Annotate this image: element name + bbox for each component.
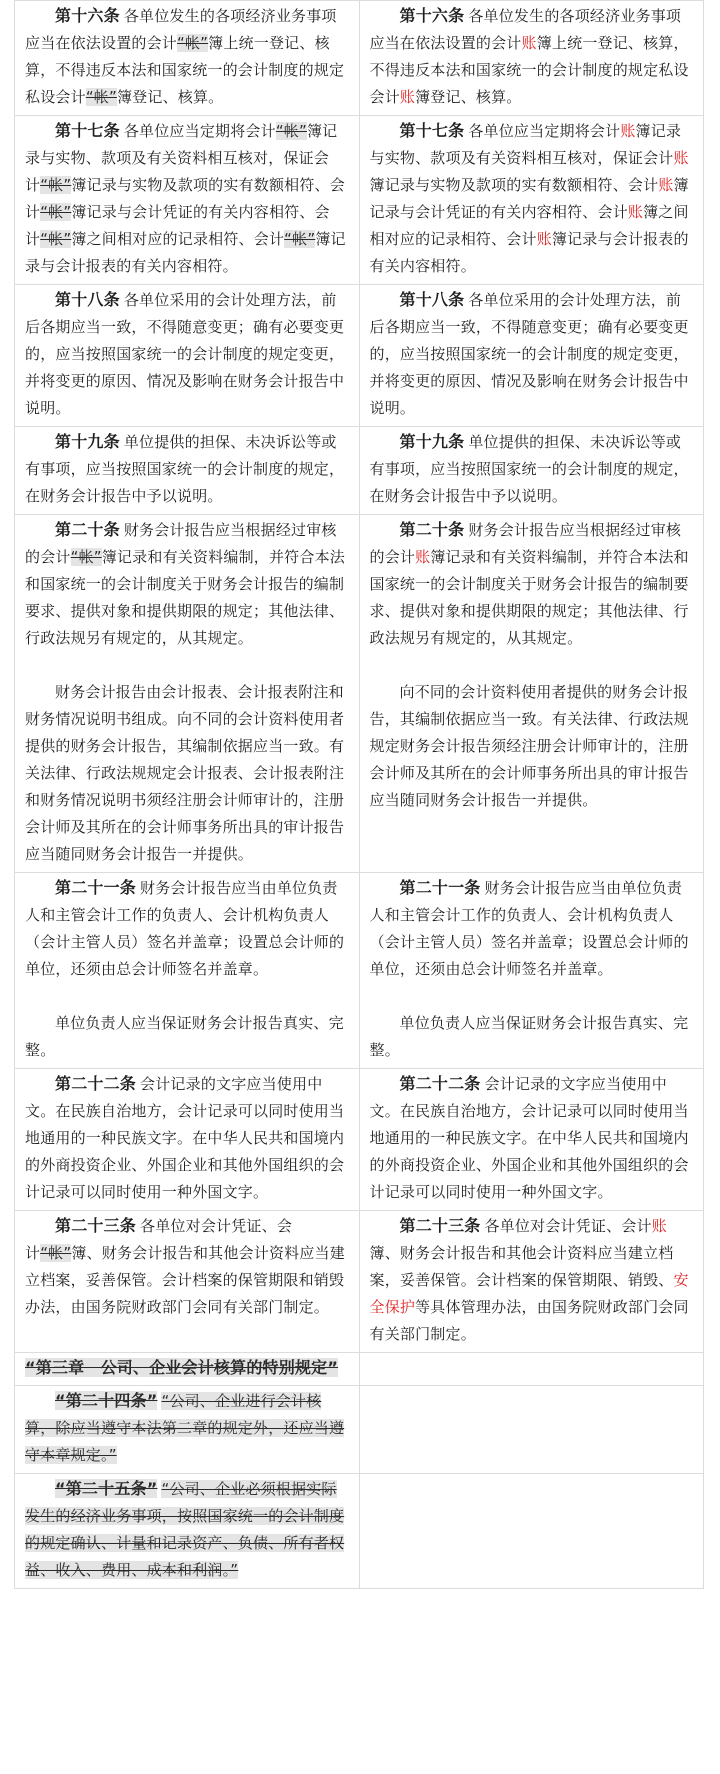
left-cell-old-text [15, 1474, 360, 1589]
inserted-text: 账 [620, 122, 636, 140]
article-number: 第二十一条 [55, 878, 137, 897]
left-cell-old-text: 第十六条 各单位发生的各项经济业务事项应当在依法设置的会计“帐”簿上统一登记、核算，不得违反本法和国家统一的会计制度的规定私设会计“帐”簿登记、核算。 [15, 1, 360, 116]
right-cell-new-text: 第二十一条 财务会计报告应当由单位负责人和主管会计工作的负责人、会计机构负责人（会计主管人员）签名并盖章；设置总会计师的单位，还须由总会计师签名并盖章。 单位负责人应当保证财务会计报告真实、完整。 [359, 873, 704, 1069]
right-cell-new-text: 第二十三条 各单位对会计凭证、会计账簿、财务会计报告和其他会计资料应当建立档案，妥善保管。会计档案的保管期限、销毁、安全保护等具体管理办法，由国务院财政部门会同有关部门制定。 [359, 1211, 704, 1353]
paragraph: 单位负责人应当保证财务会计报告真实、完整。 [369, 1014, 689, 1059]
left-cell-old-text [15, 1353, 360, 1386]
article-number: “第二十四条” [55, 1391, 158, 1410]
comparison-table [14, 0, 704, 1589]
right-cell-empty [359, 1386, 704, 1474]
inserted-text: 账 [651, 1217, 667, 1235]
deleted-text: “公司、企业进行会计核算，除应当遵守本法第二章的规定外，还应当遵守本章规定。” [25, 1392, 345, 1464]
deleted-text: “帐” [85, 88, 117, 106]
right-cell-empty [359, 1353, 704, 1386]
left-cell-old-text: 第二十一条 财务会计报告应当由单位负责人和主管会计工作的负责人、会计机构负责人（会计主管人员）签名并盖章；设置总会计师的单位，还须由总会计师签名并盖章。 单位负责人应当保证财务会计报告真实、完整。 [15, 873, 360, 1069]
table-row [15, 1386, 704, 1474]
paragraph: 向不同的会计资料使用者提供的财务会计报告，其编制依据应当一致。有关法律、行政法规规定财务会计报告须经注册会计师审计的，注册会计师及其所在的会计师事务所出具的审计报告应当随同财务会计报告一并提供。 [369, 683, 689, 809]
article-number: 第十七条 [399, 121, 465, 140]
inserted-text: 账 [658, 176, 674, 194]
right-cell-new-text: 第十七条 各单位应当定期将会计账簿记录与实物、款项及有关资料相互核对，保证会计账簿记录与实物及款项的实有数额相符、会计账簿记录与会计凭证的有关内容相符、会计账簿之间相对应的记录相符、会计账簿记录与会计报表的有关内容相符。 [359, 116, 704, 285]
table-row [15, 1211, 704, 1353]
inserted-text: 安全保护 [369, 1271, 689, 1316]
table-row [15, 285, 704, 427]
right-cell-new-text: 第十六条 各单位发生的各项经济业务事项应当在依法设置的会计账簿上统一登记、核算，不得违反本法和国家统一的会计制度的规定私设会计账簿登记、核算。 [359, 1, 704, 116]
table-row [15, 873, 704, 1069]
left-cell-old-text: 第二十二条 会计记录的文字应当使用中文。在民族自治地方，会计记录可以同时使用当地通用的一种民族文字。在中华人民共和国境内的外商投资企业、外国企业和其他外国组织的会计记录可以同时使用一种外国文字。 [15, 1069, 360, 1211]
inserted-text: 账 [627, 203, 644, 221]
deleted-text: “帐” [40, 230, 72, 248]
paragraph: 财务会计报告由会计报表、会计报表附注和财务情况说明书组成。向不同的会计资料使用者提供的财务会计报告，其编制依据应当一致。有关法律、行政法规规定会计报表、会计报表附注和财务情况说明书须经注册会计师审计的，注册会计师及其所在的会计师事务所出具的审计报告应当随同财务会计报告一并提供。 [25, 683, 345, 863]
paragraph: 单位负责人应当保证财务会计报告真实、完整。 [25, 1014, 344, 1059]
inserted-text: 账 [415, 548, 431, 566]
table-row [15, 1069, 704, 1211]
right-cell-new-text: 第十八条 各单位采用的会计处理方法，前后各期应当一致，不得随意变更；确有必要变更的，应当按照国家统一的会计制度的规定变更，并将变更的原因、情况及影响在财务会计报告中说明。 [359, 285, 704, 427]
article-number: 第二十条 [55, 520, 120, 539]
deleted-text: “帐” [275, 122, 307, 140]
left-cell-old-text: 第二十三条 各单位对会计凭证、会计“帐”簿、财务会计报告和其他会计资料应当建立档案，妥善保管。会计档案的保管期限和销毁办法，由国务院财政部门会同有关部门制定。 [15, 1211, 360, 1353]
table-row [15, 116, 704, 285]
article-number: 第十六条 [399, 6, 465, 25]
left-cell-old-text: 第十七条 各单位应当定期将会计“帐”簿记录与实物、款项及有关资料相互核对，保证会计“帐”簿记录与实物及款项的实有数额相符、会计“帐”簿记录与会计凭证的有关内容相符、会计“帐”簿之间相对应的记录相符、会计“帐”簿记录与会计报表的有关内容相符。 [15, 116, 360, 285]
inserted-text: 账 [673, 149, 689, 167]
article-number: 第十九条 [399, 432, 465, 451]
inserted-text: 账 [399, 88, 416, 106]
article-number: 第十八条 [399, 290, 465, 309]
inserted-text: 账 [521, 34, 537, 52]
deleted-text: “帐” [177, 34, 209, 52]
article-number: 第二十一条 [399, 878, 481, 897]
right-cell-new-text: 第二十二条 会计记录的文字应当使用中文。在民族自治地方，会计记录可以同时使用当地通用的一种民族文字。在中华人民共和国境内的外商投资企业、外国企业和其他外国组织的会计记录可以同时使用一种外国文字。 [359, 1069, 704, 1211]
article-number: 第十九条 [55, 432, 120, 451]
right-cell-new-text: 第二十条 财务会计报告应当根据经过审核的会计账簿记录和有关资料编制，并符合本法和国家统一的会计制度关于财务会计报告的编制要求、提供对象和提供期限的规定；其他法律、行政法规另有规定的，从其规定。 向不同的会计资料使用者提供的财务会计报告，其编制依据应当一致。有关法律、行政法规规定财务会计报告须经注册会计师审计的，注册会计师及其所在的会计师事务所出具的审计报告应当随同财务会计报告一并提供。 [359, 515, 704, 873]
right-cell-empty [359, 1474, 704, 1589]
inserted-text: 账 [536, 230, 552, 248]
left-cell-old-text: 第十九条 单位提供的担保、未决诉讼等或有事项，应当按照国家统一的会计制度的规定，在财务会计报告中予以说明。 [15, 427, 360, 515]
article-number: 第二十二条 [55, 1074, 137, 1093]
deleted-text: “帐” [284, 230, 316, 248]
left-cell-old-text [15, 1386, 360, 1474]
article-number: 第二十三条 [399, 1216, 481, 1235]
article-number: “第二十五条” [55, 1479, 158, 1498]
table-row [15, 1, 704, 116]
table-row [15, 1474, 704, 1589]
article-number: 第二十三条 [55, 1216, 137, 1235]
table-row [15, 427, 704, 515]
article-number: 第十七条 [55, 121, 120, 140]
article-number: 第二十二条 [399, 1074, 481, 1093]
article-number: 第十八条 [55, 290, 120, 309]
deleted-text: “帐” [40, 176, 72, 194]
deleted-text: “帐” [70, 548, 102, 566]
table-row [15, 1353, 704, 1386]
table-row [15, 515, 704, 873]
left-cell-old-text: 第十八条 各单位采用的会计处理方法，前后各期应当一致，不得随意变更；确有必要变更的，应当按照国家统一的会计制度的规定变更，并将变更的原因、情况及影响在财务会计报告中说明。 [15, 285, 360, 427]
deleted-text: “帐” [40, 1244, 72, 1262]
article-number: 第二十条 [399, 520, 465, 539]
chapter-heading: “第三章 公司、企业会计核算的特别规定” [25, 1358, 339, 1377]
right-cell-new-text: 第十九条 单位提供的担保、未决诉讼等或有事项，应当按照国家统一的会计制度的规定，在财务会计报告中予以说明。 [359, 427, 704, 515]
article-number: 第十六条 [55, 6, 120, 25]
deleted-text: “公司、企业必须根据实际发生的经济业务事项，按照国家统一的会计制度的规定确认、计量和记录资产、负债、所有者权益、收入、费用、成本和利润。” [25, 1480, 345, 1579]
deleted-text: “帐” [40, 203, 72, 221]
left-cell-old-text: 第二十条 财务会计报告应当根据经过审核的会计“帐”簿记录和有关资料编制，并符合本法和国家统一的会计制度关于财务会计报告的编制要求、提供对象和提供期限的规定；其他法律、行政法规另有规定的，从其规定。 财务会计报告由会计报表、会计报表附注和财务情况说明书组成。向不同的会计资料使用者提供的财务会计报告，其编制依据应当一致。有关法律、行政法规规定会计报表、会计报表附注和财务情况说明书须经注册会计师审计的，注册会计师及其所在的会计师事务所出具的审计报告应当随同财务会计报告一并提供。 [15, 515, 360, 873]
